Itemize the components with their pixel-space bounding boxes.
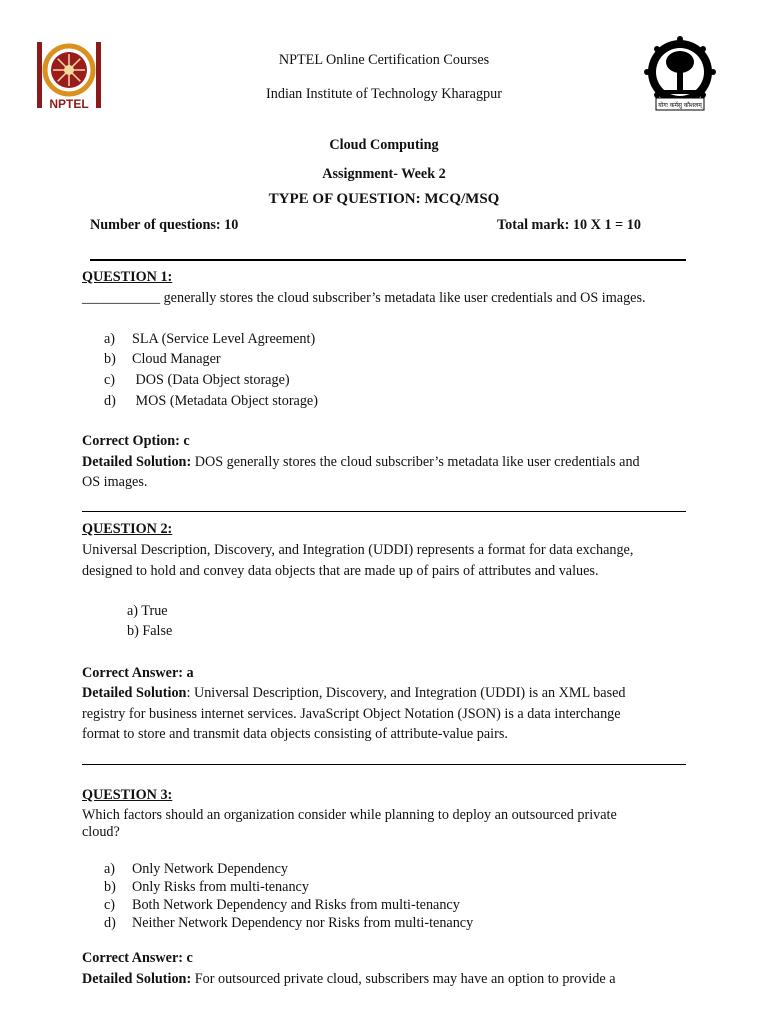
- header-line-2: Indian Institute of Technology Kharagpur: [266, 86, 502, 102]
- question-3-option-b: b) Only Risks from multi-tenancy: [104, 879, 309, 895]
- question-3-option-c: c) Both Network Dependency and Risks from multi-tenancy: [104, 897, 460, 913]
- question-3-heading: QUESTION 3:: [82, 787, 173, 803]
- assignment-title: Assignment- Week 2: [322, 166, 446, 182]
- question-type: TYPE OF QUESTION: MCQ/MSQ: [268, 191, 500, 207]
- divider-1: [82, 511, 686, 512]
- question-1-solution-line-1: Detailed Solution: DOS generally stores the cloud subscriber’s metadata like user credentials and: [82, 454, 640, 470]
- question-2-solution-line-3: format to store and transmit data objects consisting of attribute-value pairs.: [82, 726, 508, 742]
- question-2-option-a: a) True: [127, 603, 168, 619]
- question-1-option-c: c) DOS (Data Object storage): [104, 372, 290, 388]
- divider-2: [82, 764, 686, 765]
- question-3-option-a: a) Only Network Dependency: [104, 861, 289, 877]
- nptel-logo-text: NPTEL: [49, 97, 89, 111]
- header-line-1: NPTEL Online Certification Courses: [278, 52, 490, 68]
- question-2-solution-line-1: Detailed Solution: Universal Description, Discovery, and Integration (UDDI) is an XML based: [82, 685, 626, 701]
- question-3-solution-line-1: Detailed Solution: For outsourced private cloud, subscribers may have an option to provide a: [82, 971, 616, 987]
- question-1-option-a: a) SLA (Service Level Agreement): [104, 331, 316, 347]
- question-2-option-b: b) False: [127, 623, 173, 639]
- question-3-text-line-1: Which factors should an organization consider while planning to deploy an outsourced private: [82, 807, 617, 823]
- question-1-heading: QUESTION 1:: [82, 269, 173, 285]
- question-2-text-line-2: designed to hold and convey data objects that are made up of pairs of attributes and values.: [82, 563, 599, 579]
- question-2-correct-answer: Correct Answer: a: [82, 665, 194, 681]
- question-1-option-b: b) Cloud Manager: [104, 351, 221, 367]
- header-divider: [90, 259, 686, 261]
- question-3-option-d: d) Neither Network Dependency nor Risks from multi-tenancy: [104, 915, 474, 931]
- question-1-correct-option: Correct Option: c: [82, 433, 190, 449]
- iit-logo-motto: योगः कर्मसु कौशलम्: [658, 102, 702, 109]
- question-2-heading: QUESTION 2:: [82, 521, 173, 537]
- question-3-correct-answer: Correct Answer: c: [82, 950, 193, 966]
- question-1-text: ___________ generally stores the cloud subscriber’s metadata like user credentials and OS images.: [82, 290, 646, 306]
- total-mark: Total mark: 10 X 1 = 10: [497, 217, 641, 233]
- question-1-option-d: d) MOS (Metadata Object storage): [104, 393, 318, 409]
- question-2-text-line-1: Universal Description, Discovery, and Integration (UDDI) represents a format for data exchange,: [82, 542, 634, 558]
- question-2-solution-line-2: registry for business internet services. JavaScript Object Notation (JSON) is a data interchange: [82, 706, 621, 722]
- number-of-questions: Number of questions: 10: [90, 217, 239, 233]
- course-title: Cloud Computing: [329, 137, 439, 153]
- question-1-solution-line-2: OS images.: [82, 474, 148, 490]
- question-3-text-line-2: cloud?: [82, 824, 120, 840]
